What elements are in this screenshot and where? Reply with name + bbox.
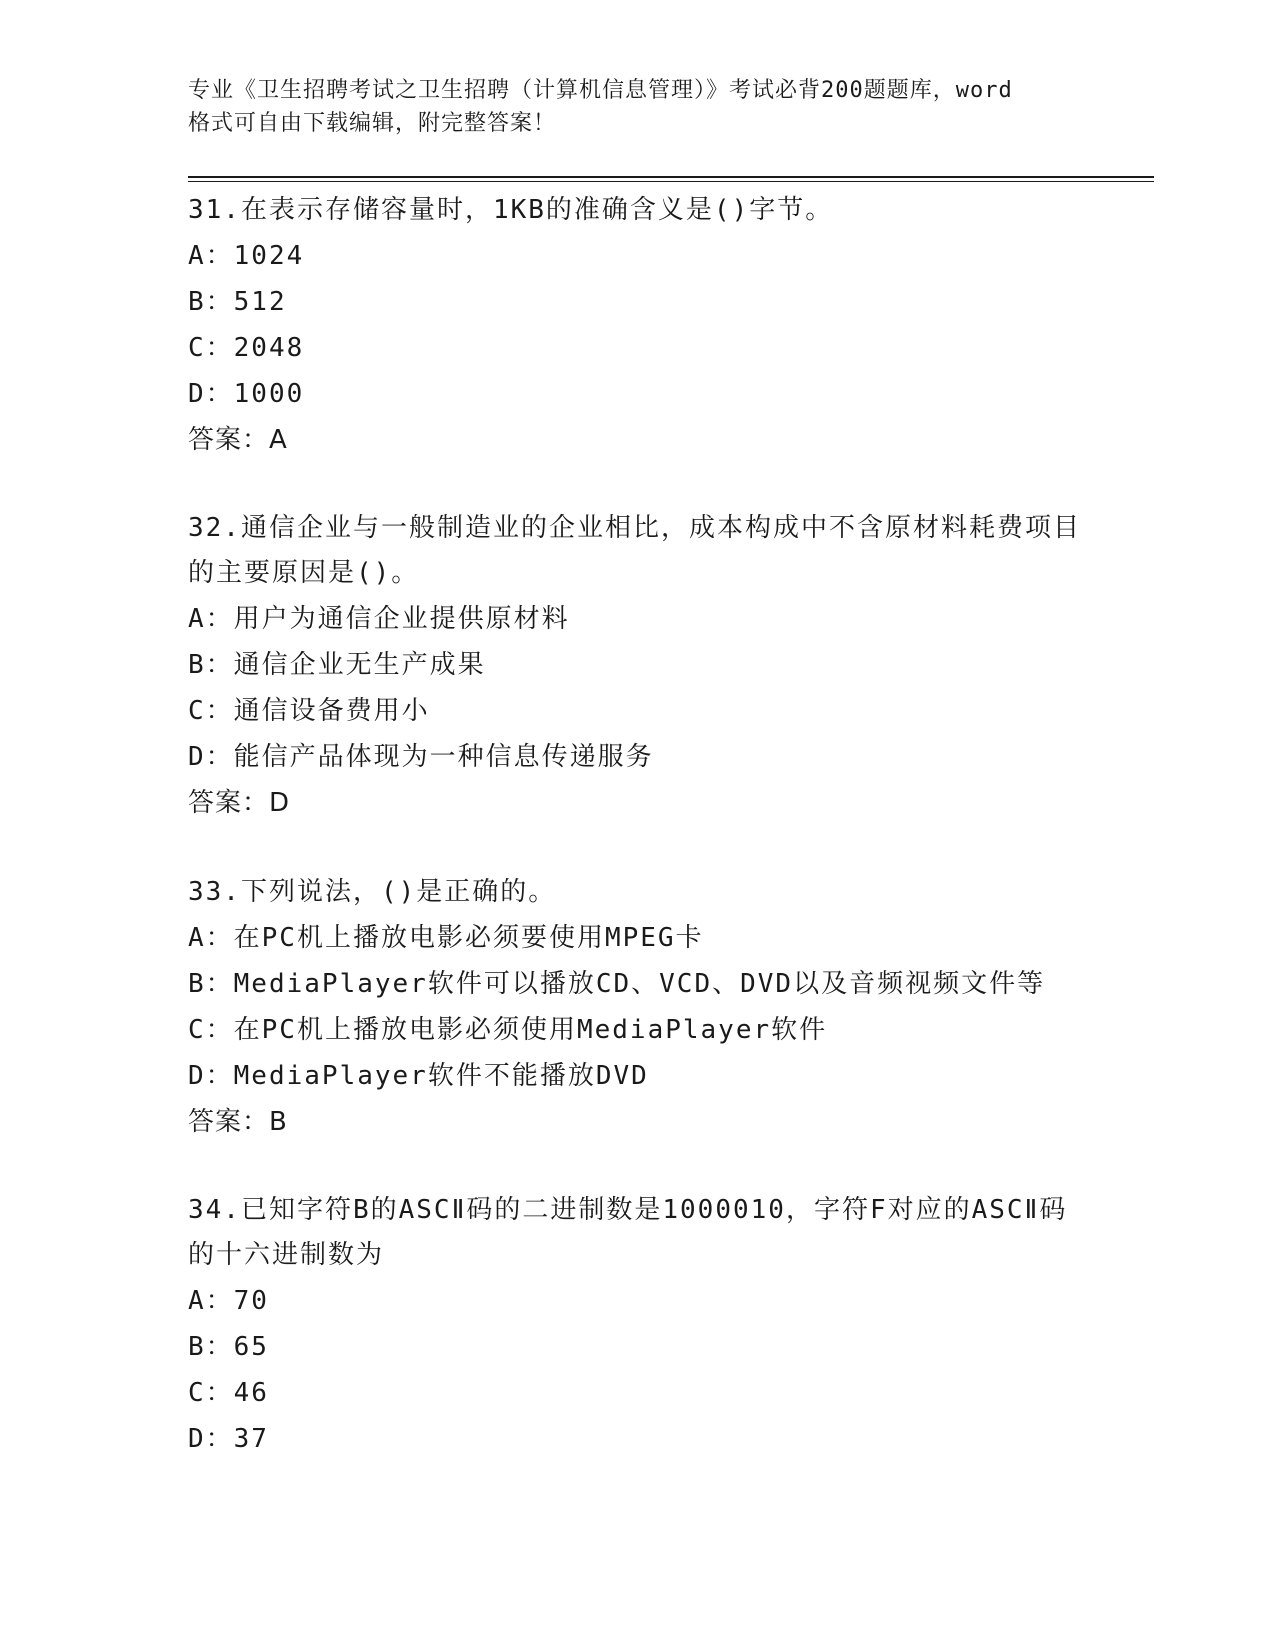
question-31 [188, 188, 1088, 463]
answer: 答案：D [188, 788, 291, 818]
question-text: 31.在表示存储容量时，1KB的准确含义是()字节。 [188, 195, 834, 225]
option-a: A：用户为通信企业提供原材料 [188, 604, 570, 634]
option-a: A：70 [188, 1286, 269, 1316]
option-a: A：在PC机上播放电影必须要使用MPEG卡 [188, 923, 704, 953]
option-c: C：2048 [188, 333, 305, 363]
header-divider-thick [188, 176, 1154, 178]
header-line-2: 格式可自由下载编辑，附完整答案！ [188, 111, 557, 136]
option-d: D：MediaPlayer软件不能播放DVD [188, 1061, 649, 1091]
option-c: C：46 [188, 1378, 269, 1408]
answer: 答案：A [188, 425, 288, 455]
document-header [188, 74, 1088, 140]
option-d: D：能信产品体现为一种信息传递服务 [188, 742, 654, 772]
option-d: D：37 [188, 1424, 269, 1454]
question-text: 32.通信企业与一般制造业的企业相比，成本构成中不含原材料耗费项目的主要原因是()。 [188, 513, 1081, 588]
option-c: C：通信设备费用小 [188, 696, 430, 726]
option-b: B：通信企业无生产成果 [188, 650, 486, 680]
option-a: A：1024 [188, 241, 305, 271]
option-d: D：1000 [188, 379, 305, 409]
option-b: B：512 [188, 287, 287, 317]
option-b: B：65 [188, 1332, 269, 1362]
question-34 [188, 1188, 1088, 1462]
header-divider-thin [188, 181, 1154, 182]
option-c: C：在PC机上播放电影必须使用MediaPlayer软件 [188, 1015, 828, 1045]
answer: 答案：B [188, 1107, 288, 1137]
header-line-1: 专业《卫生招聘考试之卫生招聘（计算机信息管理）》考试必背200题题库，word [188, 78, 1013, 103]
question-33 [188, 870, 1088, 1145]
option-b: B：MediaPlayer软件可以播放CD、VCD、DVD以及音频视频文件等 [188, 969, 1046, 999]
question-text: 34.已知字符B的ASCⅡ码的二进制数是1000010，字符F对应的ASCⅡ码的十六进制数为 [188, 1195, 1068, 1270]
question-text: 33.下列说法，()是正确的。 [188, 877, 557, 907]
question-32 [188, 506, 1088, 826]
